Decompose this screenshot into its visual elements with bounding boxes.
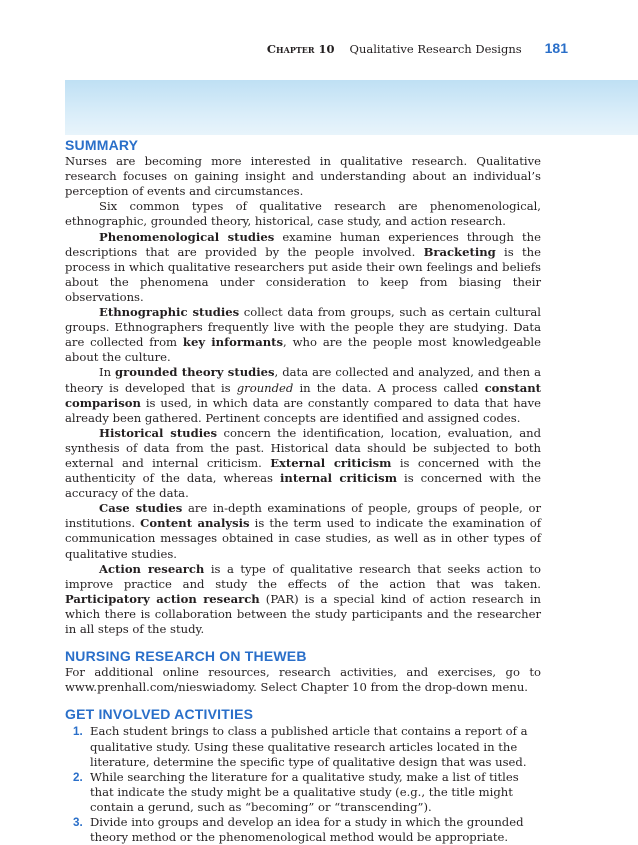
activities-heading: GET INVOLVED ACTIVITIES xyxy=(65,706,254,723)
text-run: Nurses are becoming more interested in qualitative research. Qualitative research focuses on gaining insight and understanding about an individual’s perception of events and circumstances. xyxy=(65,154,541,199)
summary-paragraph xyxy=(65,199,541,229)
text-run: is the term used to indicate the examination of communication messages obtained in case studies, as well as in other types of qualitative studies. xyxy=(65,516,541,561)
bold-term: internal criticism xyxy=(280,471,397,486)
summary-paragraph xyxy=(65,365,541,425)
text-run: is used, in which data are constantly compared to data that have already been gathered. Pertinent concepts are identified and assigned codes. xyxy=(65,395,541,425)
list-item xyxy=(65,815,541,845)
bold-term: Content analysis xyxy=(140,516,250,531)
page-content xyxy=(65,138,541,845)
text-run: concern the identification, location, evaluation, and synthesis of data from the past. Historical data should be subjected to both external and internal criticism. xyxy=(65,425,541,470)
web-section xyxy=(65,649,541,695)
text-run: in the data. A process called xyxy=(293,380,485,395)
text-run: Six common types of qualitative research are phenomenological, ethnographic, grounded theory, historical, case study, and action research. xyxy=(65,199,541,229)
text-run: is concerned with the authenticity of the data, whereas xyxy=(65,455,542,486)
summary-section xyxy=(65,138,541,637)
item-number: 1. xyxy=(73,725,83,739)
text-run: is the process in which qualitative researchers put aside their own feelings and beliefs about the phenomena under consideration to keep from biasing their observations. xyxy=(65,244,541,304)
summary-paragraph xyxy=(65,305,541,365)
bold-term: Bracketing xyxy=(423,244,496,259)
item-text: Divide into groups and develop an idea for a study in which the grounded theory method or the phenomenological method would be appropriate. xyxy=(90,815,524,845)
list-item xyxy=(65,724,541,769)
bold-term: Ethnographic studies xyxy=(99,305,240,320)
text-run: In xyxy=(99,365,116,380)
bold-term: Historical studies xyxy=(99,425,218,440)
bold-term: constant comparison xyxy=(65,380,541,410)
web-text: For additional online resources, research activities, and exercises, go to www.prenhall.com/nieswiadomy. Select Chapter 10 from the drop-down menu. xyxy=(65,665,541,695)
summary-paragraph xyxy=(65,230,541,305)
web-heading: NURSING RESEARCH ON THEWEB xyxy=(65,648,307,665)
text-run: are in-depth examinations of people, groups of people, or institutions. xyxy=(65,501,541,531)
bold-term: Participatory action research xyxy=(65,591,260,606)
italic-term: grounded xyxy=(236,380,294,395)
summary-paragraph xyxy=(65,562,541,637)
text-run: , data are collected and analyzed, and then a theory is developed that is xyxy=(65,365,542,395)
chapter-label: Chapter 10 xyxy=(266,42,335,56)
decorative-banner xyxy=(65,80,638,135)
item-number: 2. xyxy=(73,770,83,784)
text-run: examine human experiences through the descriptions that are provided by the people involved. xyxy=(65,229,541,259)
text-run: is a type of qualitative research that seeks action to improve practice and study the effects of the action that was taken. xyxy=(65,561,541,591)
text-run: , who are the people most knowledgeable about the culture. xyxy=(65,335,541,365)
activities-section xyxy=(65,707,541,845)
chapter-title: Qualitative Research Designs xyxy=(349,42,522,56)
bold-term: Action research xyxy=(99,561,205,576)
page-number: 181 xyxy=(544,40,568,56)
summary-body xyxy=(65,154,541,637)
list-item xyxy=(65,770,541,815)
text-run: is concerned with the accuracy of the data. xyxy=(65,471,541,501)
text-run: (PAR) is a special kind of action research in which there is collaboration between the study participants and the researcher in all steps of the study. xyxy=(65,591,542,636)
bold-term: key informants xyxy=(182,335,284,350)
bold-term: Phenomenological studies xyxy=(99,229,275,244)
summary-heading: SUMMARY xyxy=(65,137,139,153)
bold-term: grounded theory studies xyxy=(115,365,275,380)
item-text: While searching the literature for a qualitative study, make a list of titles that indicate the study might be a qualitative study (e.g., the title might contain a gerund, such as “becoming” or “transcending”). xyxy=(90,769,519,814)
item-number: 3. xyxy=(73,816,83,830)
bold-term: Case studies xyxy=(99,501,183,516)
summary-paragraph xyxy=(65,426,541,501)
activities-list xyxy=(65,724,541,845)
text-run: collect data from groups, such as certain cultural groups. Ethnographers frequently live with the people they are studying. Data are collected from xyxy=(65,305,541,350)
summary-paragraph xyxy=(65,154,541,199)
running-header xyxy=(267,40,568,56)
item-text: Each student brings to class a published article that contains a report of a qualitative study. Using these qualitative research articles located in the literature, determine the specific type of qualitative design that was used. xyxy=(90,724,528,769)
bold-term: External criticism xyxy=(270,455,392,470)
summary-paragraph xyxy=(65,501,541,561)
